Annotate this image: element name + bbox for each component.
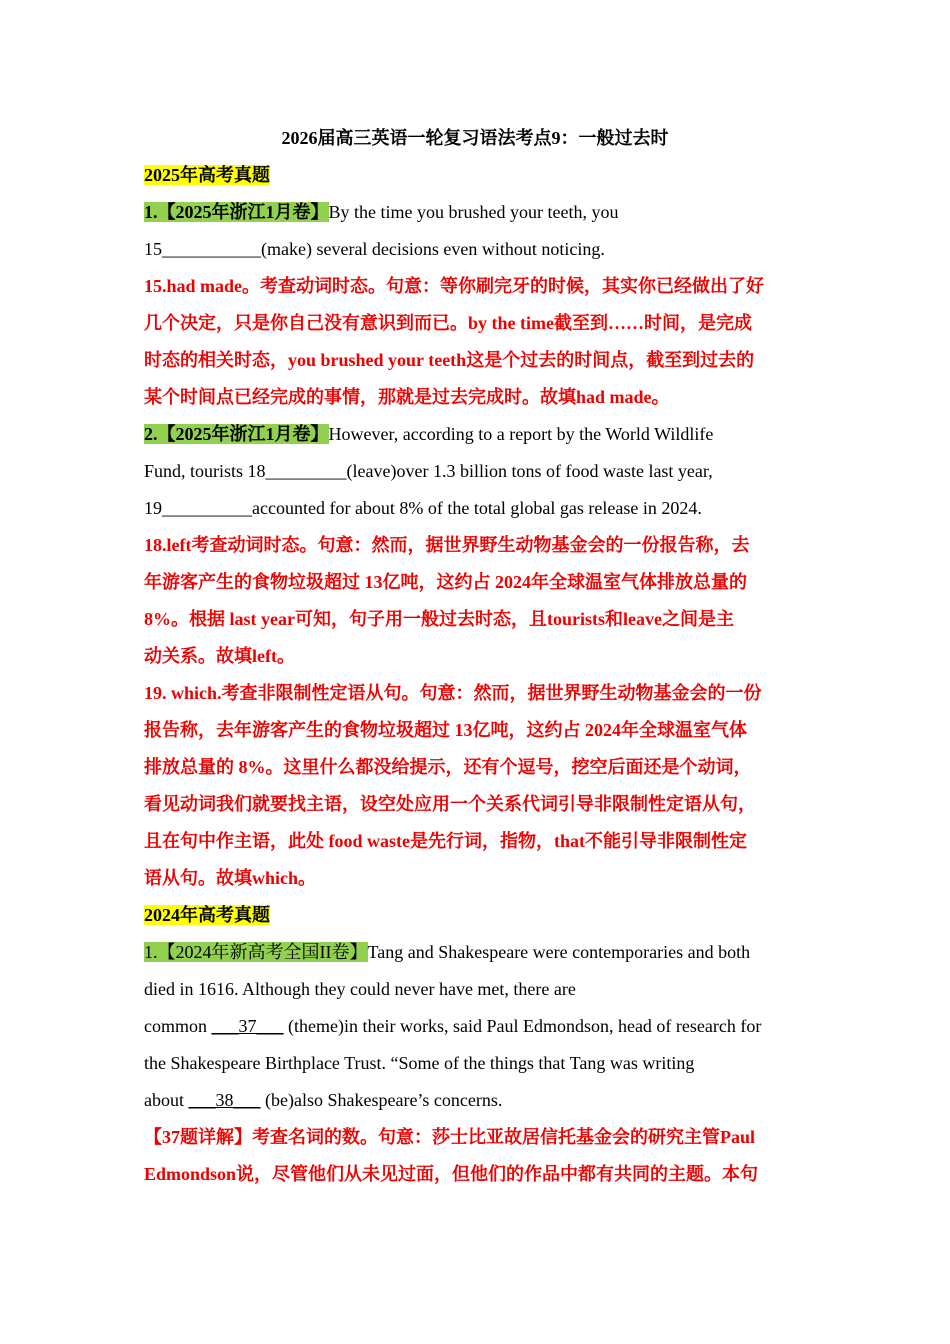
text-segment: about bbox=[144, 1090, 189, 1110]
question-source-tag: 1.【2025年浙江1月卷】 bbox=[144, 202, 329, 222]
answer-15-line: 时态的相关时态，you brushed your teeth这是个过去的时间点，截至到过去的 bbox=[144, 350, 755, 370]
document-body bbox=[144, 157, 809, 1193]
blank-38: ___38___ bbox=[188, 1090, 261, 1110]
text-segment: common bbox=[144, 1016, 212, 1036]
question-2-line bbox=[144, 416, 809, 453]
question-3-line: died in 1616. Although they could never have met, there are bbox=[144, 979, 576, 999]
answer-18-line: 年游客产生的食物垃圾超过 13亿吨，这约占 2024年全球温室气体排放总量的 bbox=[144, 572, 747, 592]
question-2-line: Fund, tourists 18_________(leave)over 1.3 billion tons of food waste last year, bbox=[144, 461, 713, 481]
text-segment: (theme)in their works, said Paul Edmondson, head of research for bbox=[283, 1016, 762, 1036]
question-3-line bbox=[144, 1082, 809, 1119]
question-1-line: 15___________(make) several decisions even without noticing. bbox=[144, 239, 605, 259]
question-3-line: the Shakespeare Birthplace Trust. “Some of the things that Tang was writing bbox=[144, 1053, 695, 1073]
answer-19-line: 排放总量的 8%。这里什么都没给提示，还有个逗号，挖空后面还是个动词， bbox=[144, 757, 752, 777]
answer-18-line: 18.left考查动词时态。句意：然而，据世界野生动物基金会的一份报告称，去 bbox=[144, 535, 750, 555]
answer-37-line: Edmondson说，尽管他们从未见过面，但他们的作品中都有共同的主题。本句 bbox=[144, 1164, 759, 1184]
question-text: However, according to a report by the World Wildlife bbox=[328, 424, 714, 444]
answer-19-line: 19. which.考查非限制性定语从句。句意：然而，据世界野生动物基金会的一份 bbox=[144, 683, 762, 703]
question-1-line bbox=[144, 194, 809, 231]
question-source-tag: 1.【2024年新高考全国II卷】 bbox=[144, 942, 368, 962]
answer-37-line: 【37题详解】考查名词的数。句意：莎士比亚故居信托基金会的研究主管Paul bbox=[144, 1127, 756, 1147]
answer-19-line: 看见动词我们就要找主语，设空处应用一个关系代词引导非限制性定语从句， bbox=[144, 794, 756, 814]
answer-18-line: 8%。根据 last year可知，句子用一般过去时态，且tourists和leave之间是主 bbox=[144, 609, 734, 629]
question-text: Tang and Shakespeare were contemporaries and both bbox=[367, 942, 751, 962]
section-label: 2025年高考真题 bbox=[144, 165, 270, 185]
answer-15-line: 几个决定，只是你自己没有意识到而已。by the time截至到……时间，是完成 bbox=[144, 313, 752, 333]
question-2-line: 19__________accounted for about 8% of the total global gas release in 2024. bbox=[144, 498, 702, 518]
answer-18-line: 动关系。故填left。 bbox=[144, 646, 295, 666]
text-segment: (be)also Shakespeare’s concerns. bbox=[260, 1090, 503, 1110]
answer-19-line: 语从句。故填which。 bbox=[144, 868, 317, 888]
section-heading-2024 bbox=[144, 897, 809, 934]
section-heading-2025 bbox=[144, 157, 809, 194]
document-title: 2026届高三英语一轮复习语法考点9：一般过去时 bbox=[281, 128, 669, 148]
answer-15-line: 某个时间点已经完成的事情，那就是过去完成时。故填had made。 bbox=[144, 387, 670, 407]
answer-19-line: 且在句中作主语，此处 food waste是先行词，指物，that不能引导非限制性定 bbox=[144, 831, 747, 851]
answer-19-line: 报告称，去年游客产生的食物垃圾超过 13亿吨，这约占 2024年全球温室气体 bbox=[144, 720, 747, 740]
answer-15-line: 15.had made。考查动词时态。句意：等你刷完牙的时候，其实你已经做出了好 bbox=[144, 276, 765, 296]
section-label: 2024年高考真题 bbox=[144, 905, 270, 925]
question-text: By the time you brushed your teeth, you bbox=[328, 202, 619, 222]
question-3-line bbox=[144, 934, 809, 971]
question-3-line bbox=[144, 1008, 809, 1045]
blank-37: ___37___ bbox=[211, 1016, 284, 1036]
question-source-tag: 2.【2025年浙江1月卷】 bbox=[144, 424, 329, 444]
